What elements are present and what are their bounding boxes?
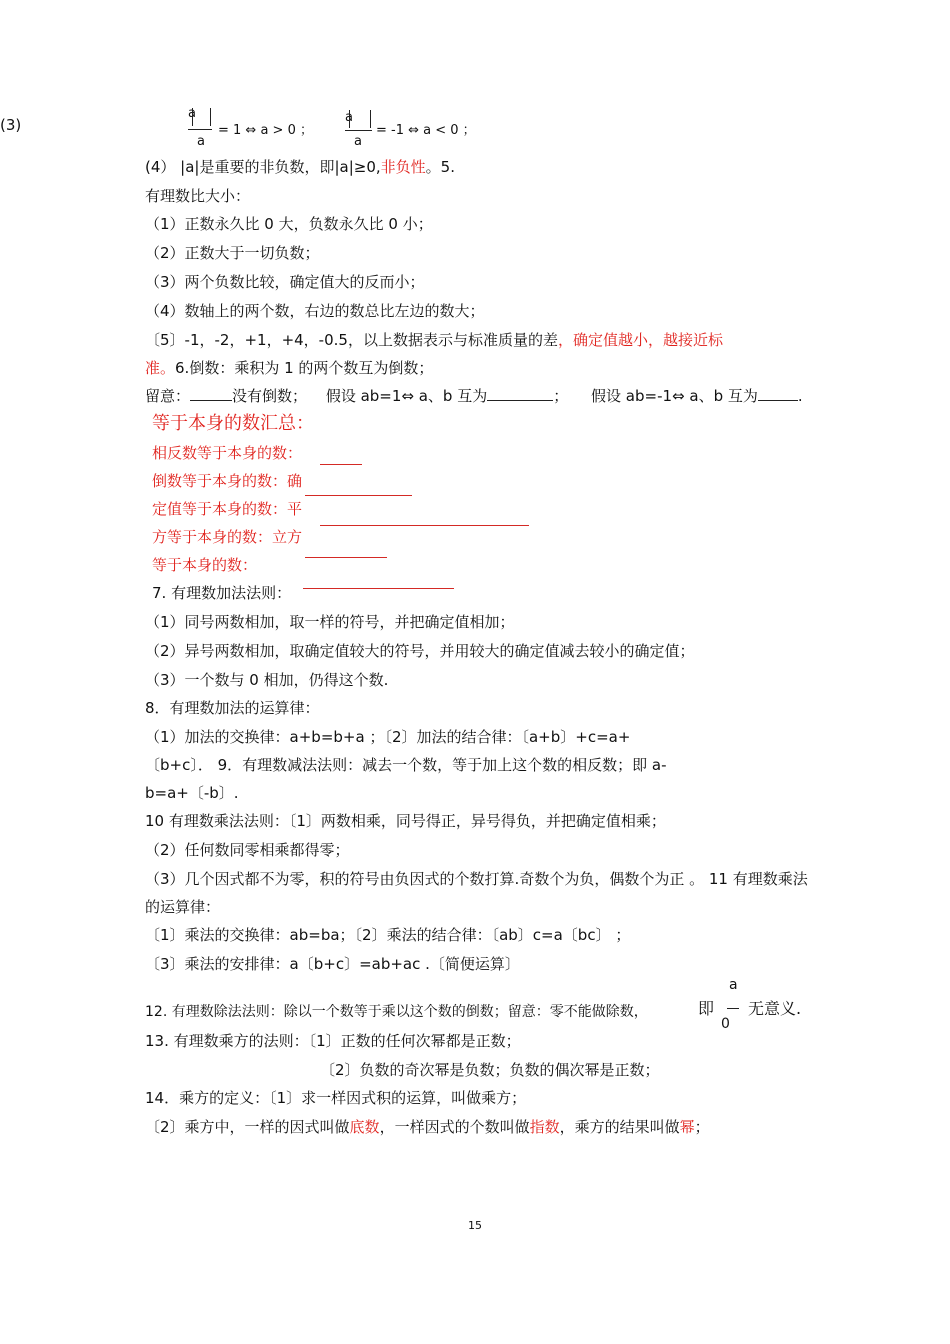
answer-blank (303, 588, 454, 589)
fraction-denominator: a (354, 134, 362, 149)
answer-blank (320, 525, 529, 526)
fraction-denominator: a (197, 134, 205, 149)
fraction-denominator: 0 (721, 1016, 730, 1032)
fraction-numerator: a (345, 110, 353, 125)
rule-line: 〔1〕乘法的交换律：ab=ba；〔2〕乘法的结合律：〔ab〕c=a〔bc〕 ； (145, 926, 631, 944)
rule-line: （1）正数永久比 0 大，负数永久比 0 小； (145, 215, 433, 233)
red-term: 底数 (349, 1118, 380, 1136)
summary-title: 等于本身的数汇总： (152, 413, 314, 434)
rule-line: （2）异号两数相加，取确定值较大的符号，并用较大的确定值减去较小的确定值； (145, 642, 695, 660)
answer-blank (305, 495, 412, 496)
abs-bar (370, 110, 371, 128)
example-line-2: 准。6.倒数：乘积为 1 的两个数互为倒数； (145, 359, 434, 377)
rule-line: （3）几个因式都不为零，积的符号由负因式的个数打算.奇数个为负，偶数个为正 。 11 有理数乘法 (145, 870, 808, 888)
rule-line: （3）一个数与 0 相加，仍得这个数. (145, 671, 389, 689)
rule-line: （1）加法的交换律：a+b=b+a ；〔2〕加法的结合律：〔a+b〕+c=a+ (145, 728, 631, 746)
rule-line: （4）数轴上的两个数，右边的数总比左边的数大； (145, 302, 485, 320)
fraction-bar (345, 130, 372, 131)
rule-line: 12. 有理数除法法则：除以一个数等于乘以这个数的倒数；留意：零不能做除数， (145, 1004, 648, 1020)
rule-line: （2）正数大于一切负数； (145, 244, 320, 262)
example-line: 〔5〕-1，-2，+1，+4，-0.5，以上数据表示与标准质量的差，确定值越小，越接近标 (145, 331, 723, 349)
page-number: 15 (468, 1219, 482, 1232)
summary-item: 定值等于本身的数：平 (152, 500, 303, 518)
section-heading: 有理数比大小： (145, 187, 251, 205)
rule-line: 13. 有理数乘方的法则：〔1〕正数的任何次幂都是正数； (145, 1032, 521, 1050)
item-label: (3) (0, 116, 22, 134)
rule-line: 〔2〕负数的奇次幂是负数；负数的偶次幂是正数； (320, 1061, 660, 1079)
fraction-bar (188, 129, 212, 130)
abs-bar (210, 108, 211, 126)
blank (190, 386, 232, 401)
summary-item: 等于本身的数： (152, 556, 258, 574)
rule-line: 的运算律： (145, 898, 221, 916)
rule-line: b=a+〔-b〕. (145, 784, 239, 802)
rule-line: （2）任何数同零相乘都得零； (145, 841, 350, 859)
rule-line: 〔b+c〕． 9．有理数减法法则：减去一个数，等于加上这个数的相反数；即 a- (145, 756, 667, 774)
answer-blank (320, 464, 362, 465)
blank (487, 386, 553, 401)
summary-item: 方等于本身的数：立方 (152, 528, 303, 546)
equation-positive: = 1 ⇔ a > 0 ； (218, 123, 313, 138)
blank (758, 386, 798, 401)
abs-bar (349, 110, 350, 128)
power-terms-line: 〔2〕乘方中，一样的因式叫做底数，一样因式的个数叫做指数，乘方的结果叫做幂； (145, 1118, 710, 1136)
equation-negative: = -1 ⇔ a < 0 ； (376, 123, 476, 138)
section-heading: 7. 有理数加法法则： (152, 584, 292, 602)
note-line: 留意： 没有倒数； 假设 ab=1⇔ a、b 互为 ； 假设 ab=-1⇔ a、b 互为 . (145, 387, 803, 405)
rule-line: （1）同号两数相加，取一样的符号，并把确定值相加； (145, 613, 515, 631)
summary-item: 相反数等于本身的数： (152, 444, 303, 462)
rule-line: 14．乘方的定义：〔1〕求一样因式积的运算，叫做乘方； (145, 1089, 527, 1107)
fraction-bar (727, 1008, 739, 1009)
red-term: 指数 (529, 1118, 560, 1136)
fraction-numerator: a (729, 977, 738, 993)
summary-item: 倒数等于本身的数：确 (152, 472, 303, 490)
red-term: 幂 (679, 1118, 695, 1136)
answer-blank (305, 557, 387, 558)
section-heading: 8．有理数加法的运算律： (145, 699, 320, 717)
abs-bar (192, 108, 193, 126)
rule-line: 10 有理数乘法法则：〔1〕两数相乘，同号得正，异号得负，并把确定值相乘； (145, 812, 666, 830)
item4-line: (4） |a|是重要的非负数，即|a|≥0,非负性。5. (145, 158, 455, 176)
fraction-numerator: a (188, 106, 196, 121)
red-term: 非负性 (380, 158, 426, 176)
rule-line: 〔3〕乘法的安排律：a〔b+c〕=ab+ac .〔简便运算〕 (145, 955, 520, 973)
rule-line: （3）两个负数比较，确定值大的反而小； (145, 273, 425, 291)
